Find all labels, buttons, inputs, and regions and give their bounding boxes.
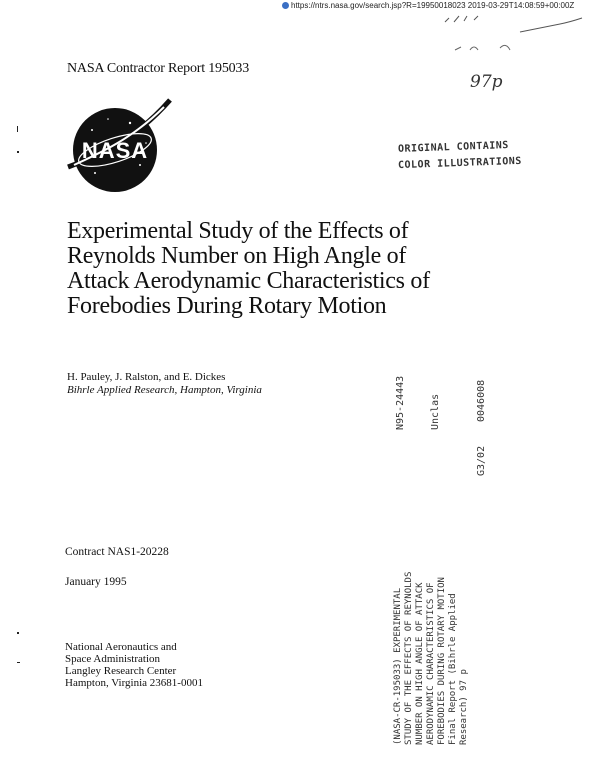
title-line: Forebodies During Rotary Motion (67, 293, 387, 319)
publication-date: January 1995 (65, 576, 127, 588)
contract-number: Contract NAS1-20228 (65, 546, 169, 558)
title-line: Reynolds Number on High Angle of (67, 243, 407, 269)
citation-line: Final Report (Bihrle Applied (448, 593, 458, 745)
document-title (67, 219, 527, 319)
citation-line: NUMBER ON HIGH ANGLE OF ATTACK (415, 582, 425, 745)
handwritten-page-count: 97p (470, 72, 503, 92)
report-number: NASA Contractor Report 195033 (67, 61, 250, 76)
citation-line: Research) 97 p (459, 669, 469, 745)
nasa-logo (60, 95, 175, 195)
svg-text:NASA: NASA (81, 138, 149, 163)
publisher-address (65, 641, 203, 689)
citation-line: FOREBODIES DURING ROTARY MOTION (437, 577, 447, 745)
citation-line: STUDY OF THE EFFECTS OF REYNOLDS (404, 571, 414, 745)
handwritten-scribble (440, 10, 590, 60)
address-line: Space Administration (65, 653, 161, 665)
address-line: Langley Research Center (65, 665, 177, 677)
source-url[interactable] (282, 1, 574, 10)
source-url-text: https://ntrs.nasa.gov/search.jsp?R=19950018023 2019-03-29T14:08:59+00:00Z (291, 1, 575, 10)
citation-block (393, 572, 470, 745)
accession-number: N95-24443 (395, 375, 406, 430)
author-block (67, 371, 262, 397)
affiliation: Bihrle Applied Research, Hampton, Virginia (67, 384, 262, 396)
citation-line: AERODYNAMIC CHARACTERISTICS OF (426, 582, 436, 745)
scan-mark (17, 126, 18, 132)
address-line: Hampton, Virginia 23681-0001 (65, 677, 203, 689)
scan-mark (17, 632, 19, 634)
catalog-number: 0046008 (476, 379, 487, 422)
scan-mark (17, 151, 19, 153)
title-line: Experimental Study of the Effects of (67, 218, 409, 244)
citation-line: (NASA-CR-195033) EXPERIMENTAL (393, 587, 403, 745)
globe-icon (282, 2, 289, 9)
title-line: Attack Aerodynamic Characteristics of (67, 268, 430, 294)
unclas-label: Unclas (430, 393, 441, 430)
address-line: National Aeronautics and (65, 641, 177, 653)
subject-category: G3/02 (476, 445, 487, 476)
authors: H. Pauley, J. Ralston, and E. Dickes (67, 371, 226, 383)
stamp-line-1: ORIGINAL CONTAINS (397, 140, 510, 155)
stamp-line-2: COLOR ILLUSTRATIONS (397, 155, 523, 172)
scan-mark (17, 662, 20, 663)
